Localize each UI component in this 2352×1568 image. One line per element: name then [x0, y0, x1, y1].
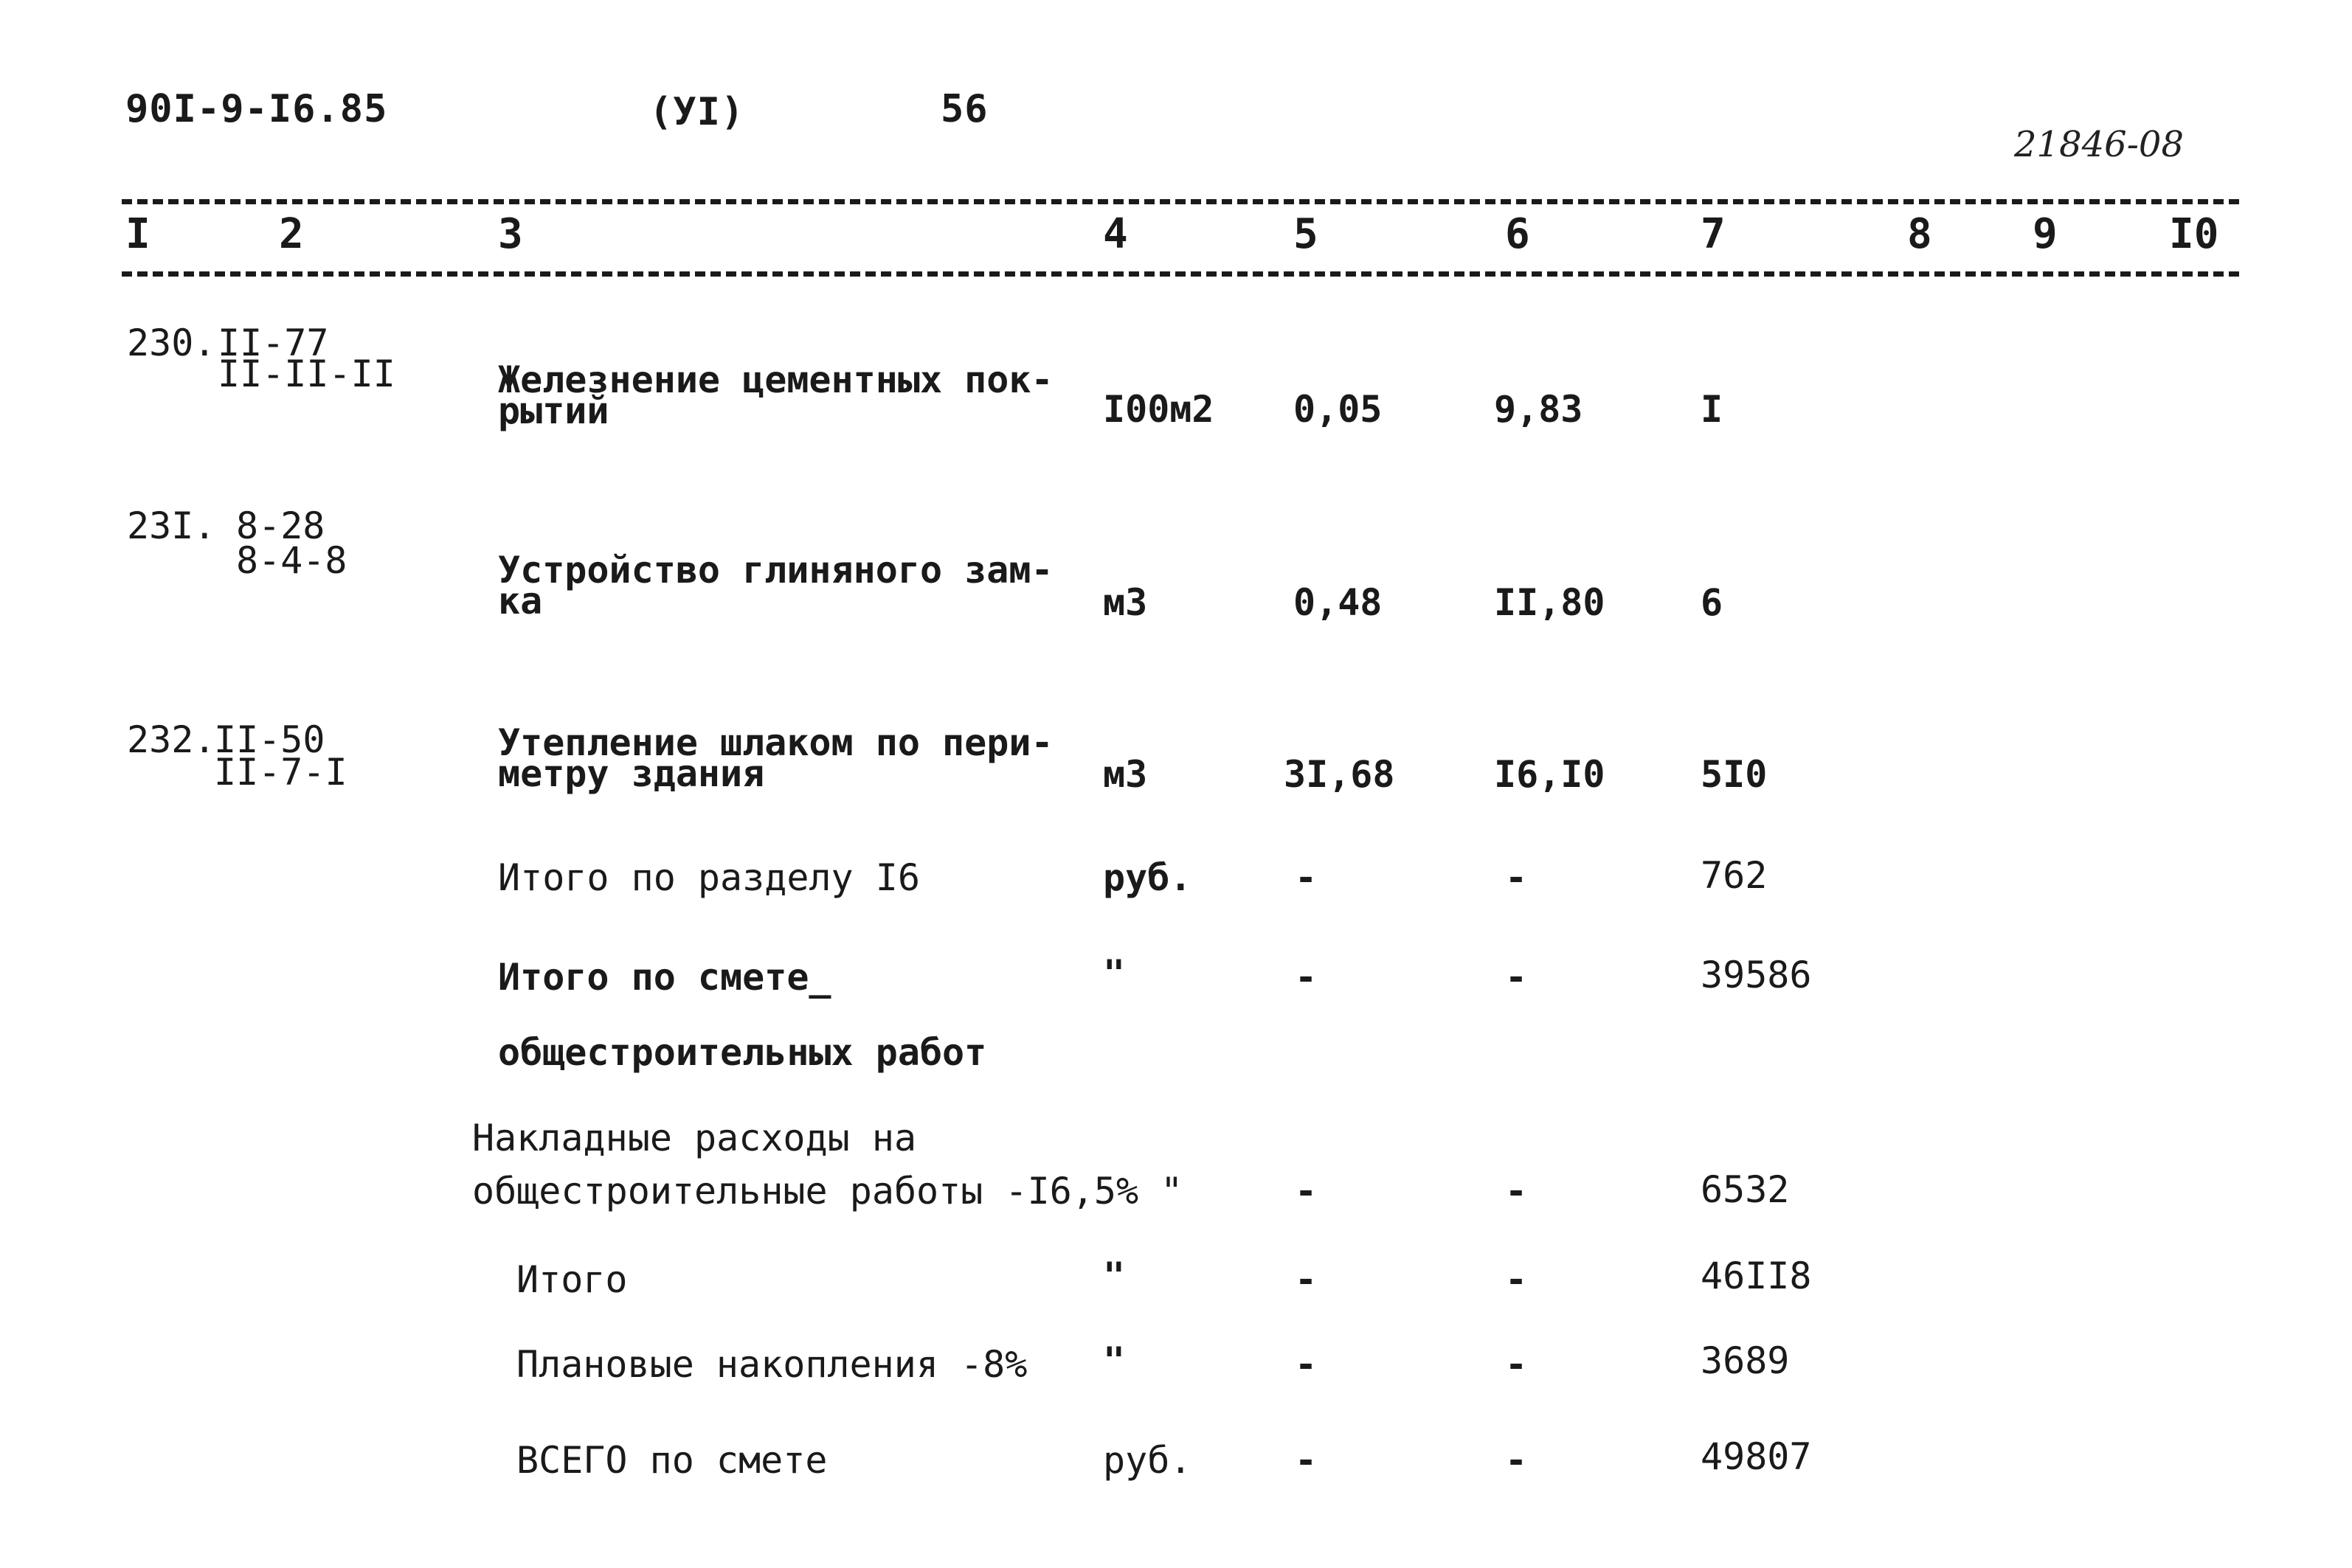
- summary-label: Плановые накопления -8%: [516, 1343, 1028, 1386]
- summary-total: 3689: [1701, 1339, 1790, 1382]
- column-header-9: 9: [2033, 210, 2058, 258]
- unit: I00м2: [1103, 388, 1214, 431]
- summary-total: 762: [1701, 854, 1768, 897]
- row-number: 232.: [127, 718, 216, 761]
- summary-total: 49807: [1701, 1435, 1812, 1478]
- summary-unit: руб.: [1103, 856, 1192, 899]
- summary-overhead-label: Накладные расходы на: [472, 1117, 917, 1159]
- price-code: II-7-I: [214, 751, 347, 794]
- quantity: 3I,68: [1284, 753, 1395, 796]
- norm-code: II-77: [218, 322, 329, 364]
- total-cost: 6: [1701, 581, 1723, 624]
- unit-price: II,80: [1494, 581, 1605, 624]
- work-description-cont: рытий: [498, 389, 609, 432]
- summary-price: -: [1505, 856, 1528, 899]
- summary-unit: ": [1103, 1339, 1126, 1382]
- header-bottom-rule: [122, 271, 2239, 277]
- summary-total: 39586: [1701, 954, 1812, 996]
- column-header-2: 2: [279, 210, 304, 258]
- summary-price: -: [1505, 1170, 1528, 1213]
- norm-code: II-50: [214, 718, 325, 761]
- row-number: 230.: [127, 322, 216, 364]
- summary-price: -: [1505, 956, 1528, 999]
- summary-label-cont: общестроительных работ: [498, 1031, 987, 1074]
- summary-unit: ": [1103, 1255, 1126, 1297]
- handwritten-stamp: 21846-08: [2014, 124, 2184, 165]
- quantity: 0,48: [1293, 581, 1383, 624]
- total-cost: I: [1701, 388, 1723, 431]
- summary-label: Итого по разделу I6: [498, 856, 920, 899]
- summary-unit: ": [1103, 952, 1126, 995]
- column-header-1: I: [125, 210, 151, 258]
- page-number: 56: [941, 87, 989, 131]
- column-header-8: 8: [1907, 210, 1932, 258]
- column-header-5: 5: [1293, 210, 1318, 258]
- summary-price: -: [1505, 1343, 1528, 1386]
- price-code: 8-4-8: [236, 539, 347, 582]
- unit: м3: [1103, 753, 1148, 796]
- summary-total: 46II8: [1701, 1255, 1812, 1297]
- summary-price: -: [1505, 1258, 1528, 1301]
- header-top-rule: [122, 199, 2239, 204]
- summary-quantity: -: [1295, 956, 1318, 999]
- section-label: (УI): [649, 90, 745, 134]
- summary-label: Итого по смете_: [498, 956, 831, 999]
- unit-price: I6,I0: [1494, 753, 1605, 796]
- summary-quantity: -: [1295, 1258, 1318, 1301]
- document-code: 90I-9-I6.85: [125, 87, 388, 131]
- work-description: Устройство глиняного зам-: [498, 549, 1054, 592]
- work-description: Утепление шлаком по пери-: [498, 721, 1054, 764]
- norm-code: 8-28: [236, 504, 325, 547]
- summary-label: общестроительные работы -I6,5% ": [472, 1170, 1183, 1213]
- column-header-7: 7: [1701, 210, 1726, 258]
- summary-total: 6532: [1701, 1168, 1790, 1211]
- column-header-3: 3: [498, 210, 523, 258]
- unit: м3: [1103, 581, 1148, 624]
- summary-quantity: -: [1295, 1170, 1318, 1213]
- summary-quantity: -: [1295, 1343, 1318, 1386]
- total-cost: 5I0: [1701, 753, 1768, 796]
- work-description-cont: ка: [498, 580, 543, 622]
- summary-label: Итого: [516, 1258, 628, 1301]
- summary-quantity: -: [1295, 1439, 1318, 1482]
- summary-label: ВСЕГО по смете: [516, 1439, 828, 1482]
- column-header-10: I0: [2169, 210, 2219, 258]
- quantity: 0,05: [1293, 388, 1383, 431]
- summary-quantity: -: [1295, 856, 1318, 899]
- column-header-4: 4: [1103, 210, 1128, 258]
- price-code: II-II-II: [218, 353, 395, 395]
- column-header-6: 6: [1505, 210, 1530, 258]
- unit-price: 9,83: [1494, 388, 1583, 431]
- row-number: 23I.: [127, 504, 216, 547]
- summary-price: -: [1505, 1439, 1528, 1482]
- work-description: Железнение цементных пок-: [498, 358, 1054, 401]
- summary-unit: руб.: [1103, 1439, 1192, 1482]
- work-description-cont: метру здания: [498, 752, 765, 795]
